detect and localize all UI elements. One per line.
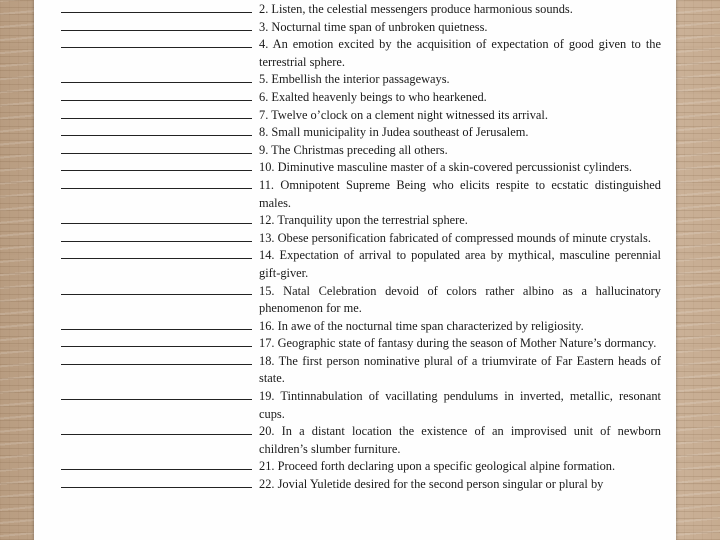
clue-text: 14. Expectation of arrival to populated area by mythical, masculine perennial gift-giver. (259, 248, 661, 280)
answer-blank[interactable] (61, 36, 252, 48)
clue-row (61, 124, 661, 142)
worksheet-page (34, 0, 676, 540)
clue-text: 17. Geographic state of fantasy during the season of Mother Nature’s dormancy. (259, 336, 657, 351)
clue-row (61, 36, 661, 71)
clue-text: 11. Omnipotent Supreme Being who elicits respite to ecstatic distinguished males. (259, 177, 661, 210)
clue-row (61, 353, 661, 388)
clue-row (61, 142, 661, 160)
clue-text: 18. The first person nominative plural of a triumvirate of Far Eastern heads of state. (259, 353, 661, 386)
answer-blank[interactable] (61, 318, 252, 330)
answer-blank[interactable] (61, 212, 252, 224)
clue-row (61, 71, 661, 89)
answer-blank[interactable] (61, 388, 252, 400)
answer-blank[interactable] (61, 71, 252, 83)
clue-text: 2. Listen, the celestial messengers produce harmonious sounds. (259, 2, 573, 16)
clue-text: 20. In a distant location the existence of an improvised unit of newborn children’s slumber furniture. (259, 424, 661, 456)
answer-blank[interactable] (61, 159, 252, 171)
answer-blank[interactable] (61, 177, 252, 189)
clue-text: 9. The Christmas preceding all others. (259, 142, 448, 157)
answer-blank[interactable] (61, 124, 252, 136)
clue-row (61, 1, 661, 19)
answer-blank[interactable] (61, 107, 252, 119)
clue-text: 15. Natal Celebration devoid of colors rather albino as a hallucinatory phenomenon for me. (259, 283, 661, 316)
answer-blank[interactable] (61, 353, 252, 365)
answer-blank[interactable] (61, 283, 252, 295)
answer-blank[interactable] (61, 335, 252, 347)
clue-text: 19. Tintinnabulation of vacillating pendulums in inverted, metallic, resonant cups. (259, 389, 661, 421)
answer-blank[interactable] (61, 247, 252, 259)
answer-blank[interactable] (61, 1, 252, 13)
clue-row (61, 19, 661, 37)
answer-blank[interactable] (61, 89, 252, 101)
clue-text: 22. Jovial Yuletide desired for the second person singular or plural by (259, 477, 604, 492)
answer-blank[interactable] (61, 142, 252, 154)
clue-text: 10. Diminutive masculine master of a skin-covered percussionist cylinders. (259, 160, 633, 175)
clue-text: 21. Proceed forth declaring upon a specific geological alpine formation. (259, 459, 616, 474)
clue-text: 13. Obese personification fabricated of compressed mounds of minute crystals. (259, 230, 651, 245)
answer-blank[interactable] (61, 458, 252, 470)
clue-row (61, 247, 661, 282)
clue-text: 16. In awe of the nocturnal time span characterized by religiosity. (259, 318, 584, 333)
answer-blank[interactable] (61, 476, 252, 488)
clue-row (61, 458, 661, 476)
clue-row (61, 212, 661, 230)
clue-text: 5. Embellish the interior passageways. (259, 72, 450, 87)
clue-row (61, 230, 661, 248)
clue-row (61, 107, 661, 125)
clue-row (61, 335, 661, 353)
answer-blank[interactable] (61, 423, 252, 435)
clue-row (61, 177, 661, 212)
clue-row (61, 423, 661, 458)
clue-row (61, 476, 661, 494)
clue-text: 4. An emotion excited by the acquisition of expectation of good given to the terrestrial sphere. (259, 37, 661, 69)
clue-row (61, 283, 661, 318)
clue-text: 12. Tranquility upon the terrestrial sphere. (259, 213, 468, 228)
answer-blank[interactable] (61, 19, 252, 31)
clue-row (61, 388, 661, 423)
answer-blank[interactable] (61, 230, 252, 242)
clue-text: 3. Nocturnal time span of unbroken quietness. (259, 19, 488, 34)
clue-text: 7. Twelve o’clock on a clement night witnessed its arrival. (259, 107, 548, 122)
clue-row (61, 159, 661, 177)
clue-text: 8. Small municipality in Judea southeast of Jerusalem. (259, 125, 529, 140)
clue-row (61, 89, 661, 107)
clue-row (61, 318, 661, 336)
clue-text: 6. Exalted heavenly beings to who hearkened. (259, 89, 487, 104)
clue-list (61, 1, 661, 494)
